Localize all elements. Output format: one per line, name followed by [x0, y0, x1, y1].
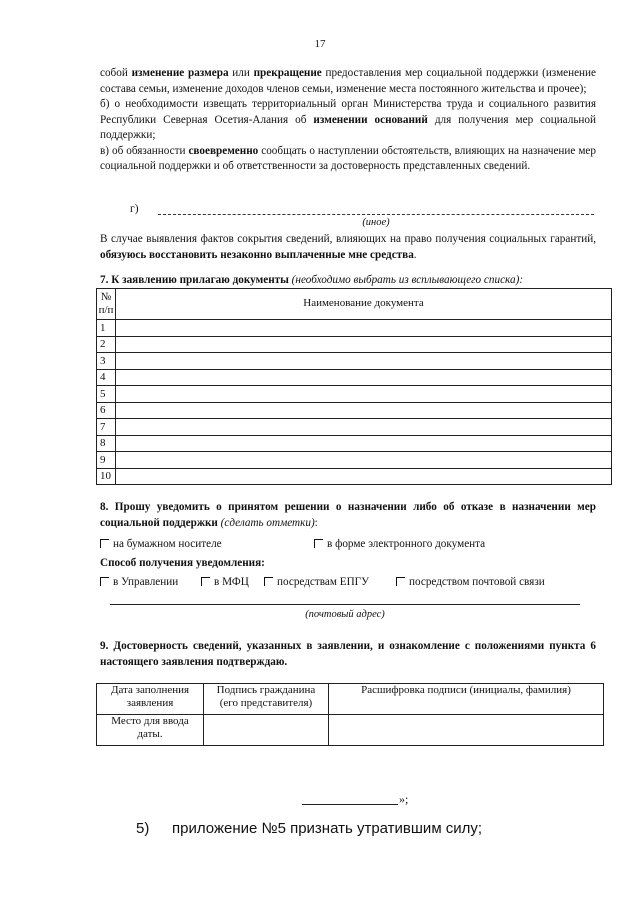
row-number: 3 [97, 353, 116, 370]
option-paper[interactable]: на бумажном носителе [100, 538, 222, 550]
col-doc-name-header: Наименование документа [116, 289, 612, 320]
table-row [97, 386, 612, 403]
postal-address-line[interactable] [110, 604, 580, 605]
table-row [97, 320, 612, 337]
page-number: 17 [314, 38, 326, 50]
method-title: Способ получения уведомления: [100, 557, 265, 569]
documents-table [96, 288, 612, 485]
row-number: 2 [97, 336, 116, 353]
document-name-cell[interactable] [116, 369, 612, 386]
row-number: 9 [97, 452, 116, 469]
table-row [97, 336, 612, 353]
table-row [97, 452, 612, 469]
date-input-cell[interactable]: Место для ввода даты. [97, 715, 204, 746]
col-num-header: № п/п [97, 289, 116, 320]
document-name-cell[interactable] [116, 468, 612, 485]
intro-block [100, 66, 596, 175]
document-name-cell[interactable] [116, 336, 612, 353]
option-post[interactable]: посредством почтовой связи [396, 576, 545, 588]
section8-title: 8. Прошу уведомить о принятом решении о назначении либо об отказе в назначении мер социальной поддержки (сделать отметки): [100, 501, 596, 529]
documents-table-body [97, 320, 612, 485]
row-number: 5 [97, 386, 116, 403]
document-name-cell[interactable] [116, 320, 612, 337]
table-row [97, 419, 612, 436]
option-office[interactable]: в Управлении [100, 576, 178, 588]
row-number: 4 [97, 369, 116, 386]
signature-table-header [97, 684, 604, 715]
checkbox-icon[interactable] [264, 577, 273, 586]
intro-paragraph-4: В случае выявления фактов сокрытия сведений, влияющих на право получения социальных гарантий, обязуюсь восстановить незаконно выплаченные мне средства. [100, 233, 596, 261]
row-number: 10 [97, 468, 116, 485]
signature-decoding-cell[interactable] [329, 715, 604, 746]
checkbox-icon[interactable] [201, 577, 210, 586]
item-g-caption: (иное) [362, 217, 390, 228]
row-number: 6 [97, 402, 116, 419]
option-epgu[interactable]: посредствам ЕПГУ [264, 576, 369, 588]
intro-paragraph-1: собой изменение размера или прекращение предоставления мер социальной поддержки (изменение состава семьи, изменение доходов членов семьи, изменение места постоянного жительства и прочее); [100, 67, 597, 95]
checkbox-icon[interactable] [314, 539, 323, 548]
date-header: Дата заполнения заявления [97, 684, 204, 715]
item-g-label: г) [130, 203, 139, 215]
signature-table [96, 683, 604, 746]
item-g-input-line[interactable] [158, 214, 594, 215]
item-5-number: 5) [136, 820, 150, 837]
table-row [97, 435, 612, 452]
signature-decoding-header: Расшифровка подписи (инициалы, фамилия) [329, 684, 604, 715]
document-name-cell[interactable] [116, 452, 612, 469]
item-5-text: приложение №5 признать утратившим силу; [172, 820, 483, 837]
closing-underline [302, 804, 398, 805]
postal-address-caption: (почтовый адрес) [305, 609, 385, 620]
table-row [97, 353, 612, 370]
closing-quote: »; [399, 792, 409, 806]
signature-table-row [97, 715, 604, 746]
row-number: 8 [97, 435, 116, 452]
table-row [97, 369, 612, 386]
checkbox-icon[interactable] [100, 539, 109, 548]
table-row [97, 402, 612, 419]
document-name-cell[interactable] [116, 419, 612, 436]
document-name-cell[interactable] [116, 353, 612, 370]
section7-title: 7. К заявлению прилагаю документы (необходимо выбрать из всплывающего списка): [100, 274, 524, 286]
intro-paragraph-3: в) об обязанности своевременно сообщать о наступлении обстоятельств, влияющих на назначение мер социальной поддержки и об ответственности за достоверность представленных сведений. [100, 144, 596, 172]
row-number: 1 [97, 320, 116, 337]
option-mfc[interactable]: в МФЦ [201, 576, 249, 588]
section9-title: 9. Достоверность сведений, указанных в заявлении, и ознакомление с положениями пункта 6 настоящего заявления подтверждаю. [100, 640, 596, 668]
checkbox-icon[interactable] [396, 577, 405, 586]
checkbox-icon[interactable] [100, 577, 109, 586]
row-number: 7 [97, 419, 116, 436]
document-name-cell[interactable] [116, 386, 612, 403]
intro-paragraph-2: б) о необходимости извещать территориальный орган Министерства труда и социального развития Республики Северная Осетия-Алания об изменении оснований для получения мер социальной поддержки; [100, 98, 596, 141]
document-name-cell[interactable] [116, 435, 612, 452]
table-row [97, 468, 612, 485]
signature-header: Подпись гражданина (его представителя) [204, 684, 329, 715]
option-electronic[interactable]: в форме электронного документа [314, 538, 485, 550]
document-name-cell[interactable] [116, 402, 612, 419]
documents-table-header [97, 289, 612, 320]
signature-cell[interactable] [204, 715, 329, 746]
